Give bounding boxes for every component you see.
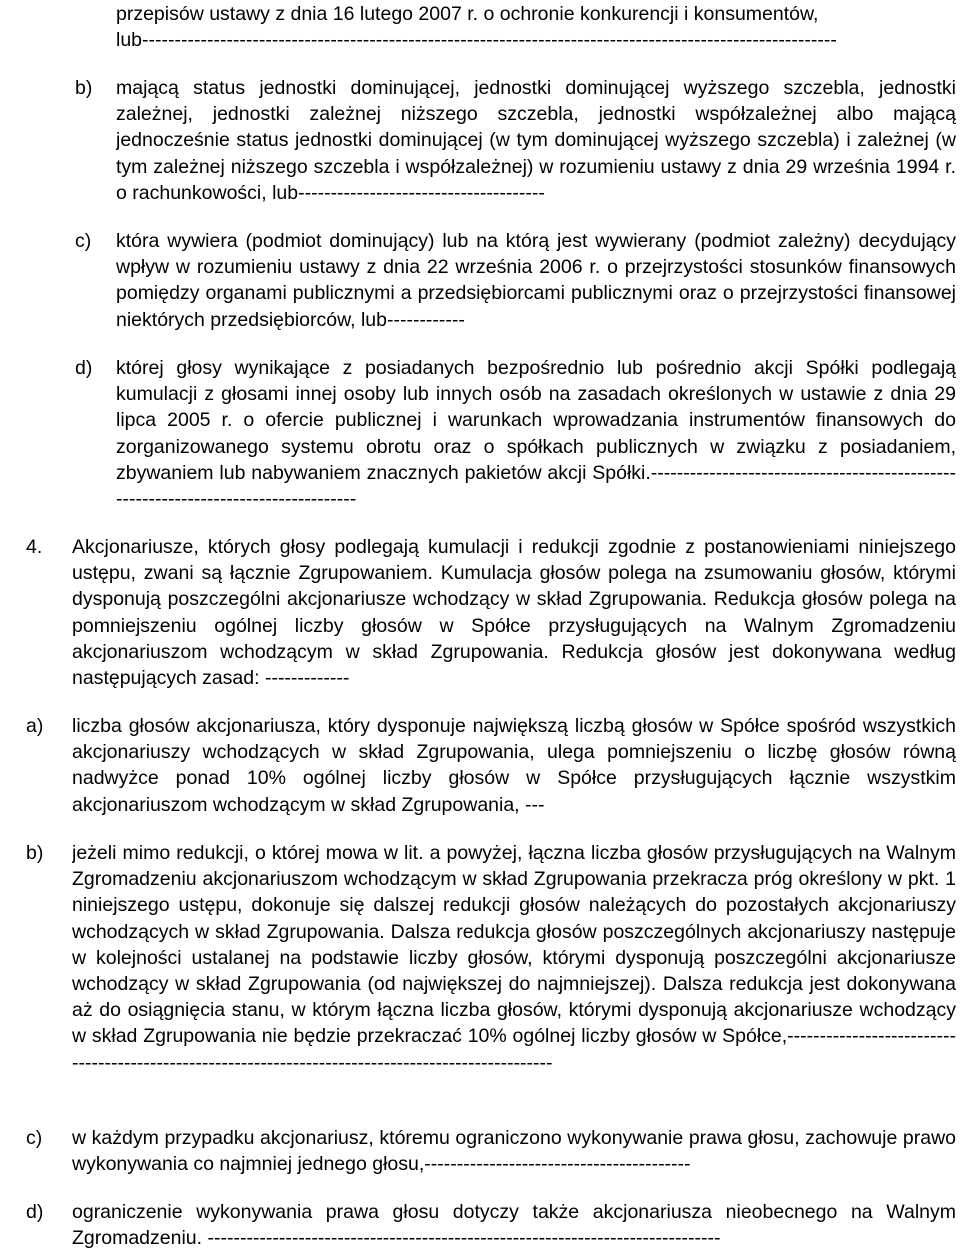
rule-c-marker: c) <box>26 1127 43 1149</box>
intro-line-2: lub----------------------------------------------------------------------------------------------------------- <box>116 29 837 51</box>
point-4-marker: 4. <box>26 536 43 558</box>
sub-item-c-text: która wywiera (podmiot dominujący) lub na którą jest wywierany (podmiot zależny) decydujący wpływ w rozumieniu ustawy z dnia 22 września 2006 r. o przejrzystości stosunków finansowych pomiędzy organami publicznymi a przedsiębiorcami publicznymi oraz o przejrzystości finansowej niektórych przedsiębiorców, lub------------ <box>116 230 956 331</box>
rule-d-marker: d) <box>26 1201 44 1223</box>
rule-a-marker: a) <box>26 715 44 737</box>
sub-item-b-marker: b) <box>75 77 93 99</box>
sub-item-d-marker: d) <box>75 357 93 379</box>
rule-b-text: jeżeli mimo redukcji, o której mowa w lit. a powyżej, łączna liczba głosów przysługujących na Walnym Zgromadzeniu akcjonariuszom wchodzącym w skład Zgrupowania przekracza próg określony w pkt. 1 niniejszego ustępu, dokonuje się dalszej redukcji głosów należących do pozostałych akcjonariuszy wchodzących w skład Zgrupowania. Dalsza redukcja głosów poszczególnych akcjonariuszy następuje w kolejności ustalanej na podstawie liczby głosów, którymi dysponują poszczególni akcjonariusze wchodzący w skład Zgrupowania (od największej do najmniejszej). Dalsza redukcja jest dokonywana aż do osiągnięcia stanu, w którym łączna liczba głosów, którymi dysponują akcjonariusze wchodzący w skład Zgrupowania nie będzie przekraczać 10% ogólnej liczby głosów w Spółce,---------------------------------------------------------------------------------------------------- <box>72 842 956 1074</box>
sub-item-c-marker: c) <box>75 230 92 252</box>
rule-a-text: liczba głosów akcjonariusza, który dysponuje największą liczbą głosów w Spółce spośród wszystkich akcjonariuszy wchodzących w skład Zgrupowania, ulega pomniejszeniu o liczbę głosów równą nadwyżce ponad 10% ogólnej liczby głosów w Spółce przysługujących łącznie wszystkim akcjonariuszom wchodzącym w skład Zgrupowania, --- <box>72 715 956 816</box>
point-4-text: Akcjonariusze, których głosy podlegają kumulacji i redukcji zgodnie z postanowieniami niniejszego ustępu, zwani są łącznie Zgrupowaniem. Kumulacja głosów polega na zsumowaniu głosów, którymi dysponują poszczególni akcjonariusze wchodzący w skład Zgrupowania. Redukcja głosów polega na pomniejszeniu ogólnej liczby głosów w Spółce przysługujących na Walnym Zgromadzeniu akcjonariuszom wchodzącym w skład Zgrupowania. Redukcja głosów jest dokonywana według następujących zasad: ------------- <box>72 536 956 690</box>
intro-line-1: przepisów ustawy z dnia 16 lutego 2007 r. o ochronie konkurencji i konsumentów, <box>116 3 819 25</box>
rule-d-text: ograniczenie wykonywania prawa głosu dotyczy także akcjonariusza nieobecnego na Walnym Zgromadzeniu. ------------------------------------------------------------------------------- <box>72 1201 956 1250</box>
sub-item-b-text: mającą status jednostki dominującej, jednostki dominującej wyższego szczebla, jednostki zależnej, jednostki zależnej niższego szczebla, jednostki współzależnej albo mającą jednocześnie status jednostki dominującej (w tym dominującej wyższego szczebla) i zależnej (w tym zależnej niższego szczebla i współzależnej) w rozumieniu ustawy z dnia 29 września 1994 r. o rachunkowości, lub-------------------------------------- <box>116 77 956 204</box>
rule-b-marker: b) <box>26 842 44 864</box>
rule-c-text: w każdym przypadku akcjonariusz, któremu ograniczono wykonywanie prawa głosu, zachowuje prawo wykonywania co najmniej jednego głosu,----------------------------------------- <box>72 1127 956 1176</box>
sub-item-d-text: której głosy wynikające z posiadanych bezpośrednio lub pośrednio akcji Spółki podlegają kumulacji z głosami innej osoby lub innych osób na zasadach określonych w ustawie z dnia 29 lipca 2005 r. o ofercie publicznej i warunkach wprowadzania instrumentów finansowych do zorganizowanego systemu obrotu oraz o spółkach publicznych w związku z posiadaniem, zbywaniem lub nabywaniem znacznych pakietów akcji Spółki.------------------------------------------------------------------------------------ <box>116 357 956 511</box>
